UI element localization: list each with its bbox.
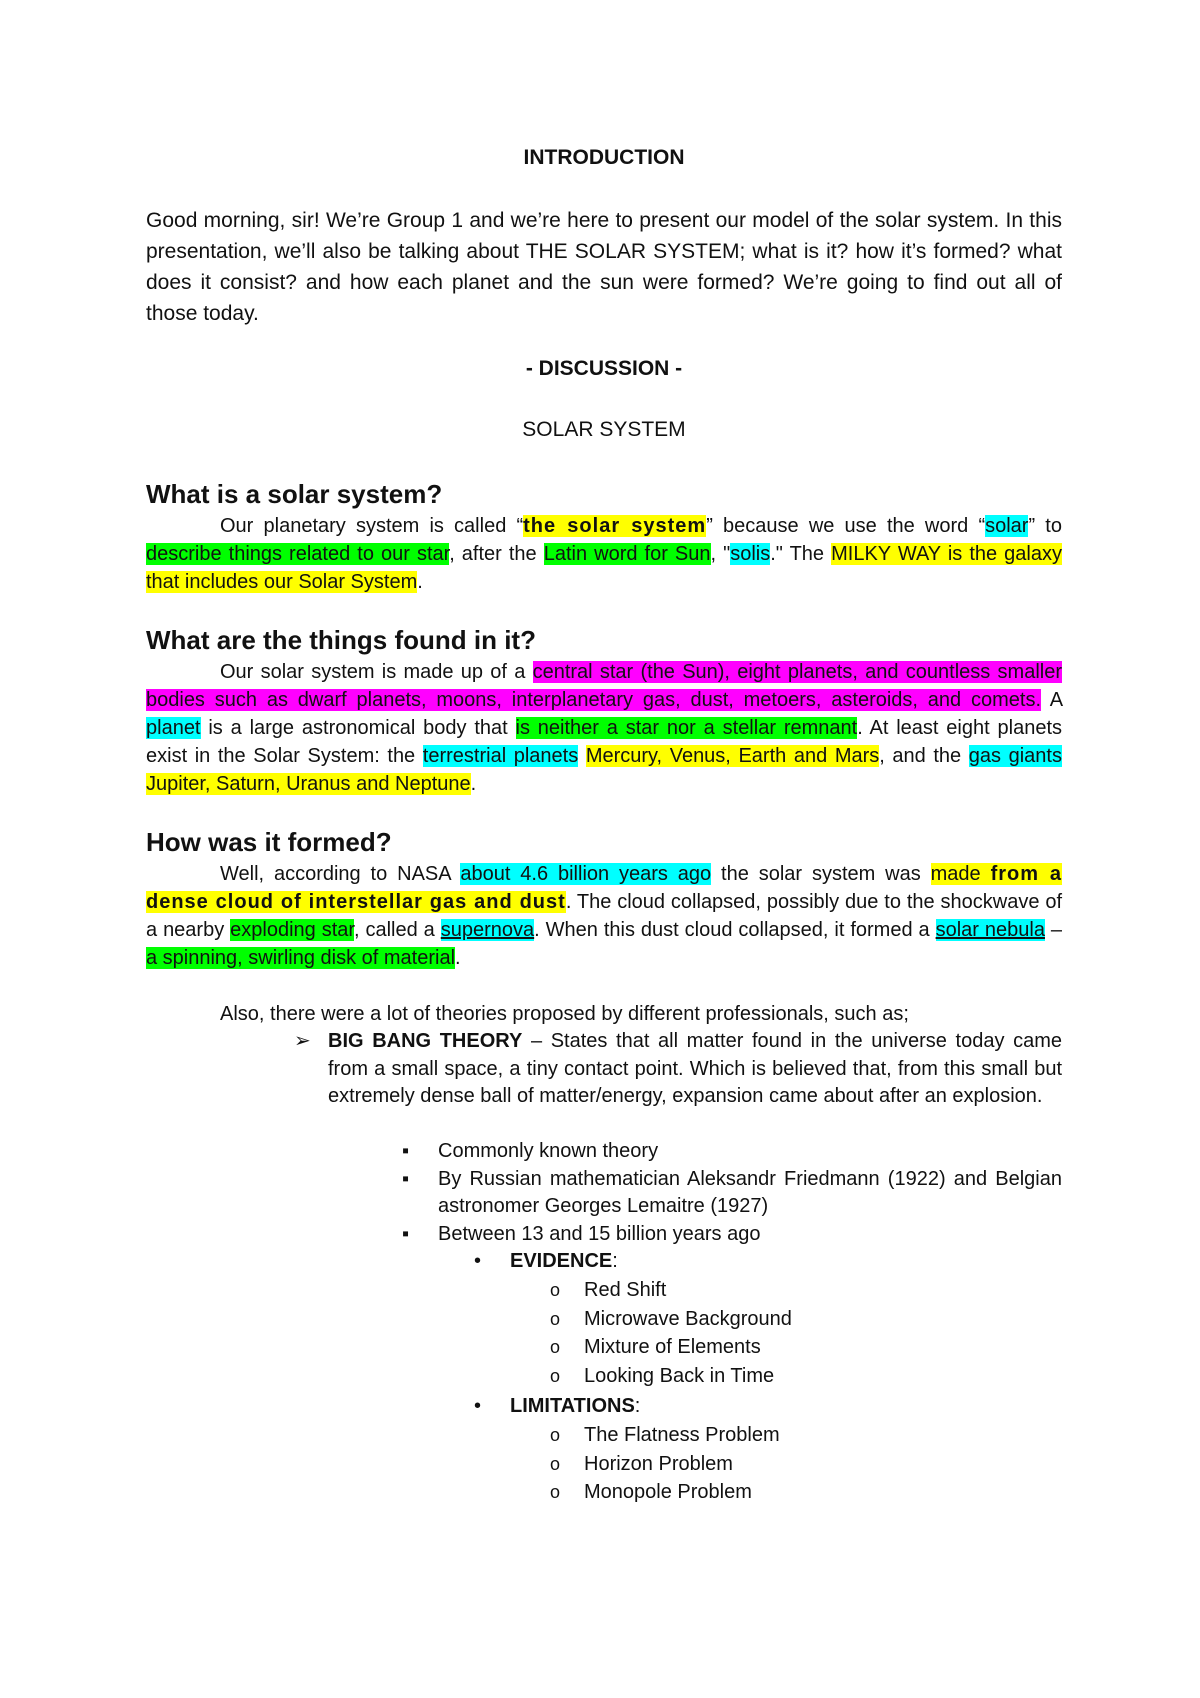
circle-bullet-icon: o — [550, 1280, 561, 1300]
circle-bullet-icon: o — [550, 1365, 561, 1386]
limitations-list — [550, 1421, 1024, 1507]
big-bang-theory-item — [294, 1028, 1062, 1111]
limitations-item: • LIMITATIONS: — [510, 1393, 1010, 1421]
circle-bullet-icon: o — [550, 1337, 561, 1357]
question-heading: How was it formed? — [146, 827, 392, 857]
things-found-section — [146, 624, 1062, 798]
list-item: ▪ Commonly known theory — [438, 1138, 1062, 1166]
question-heading: What are the things found in it? — [146, 625, 536, 655]
list-item: o Mixture of Elements — [584, 1333, 1024, 1362]
list-item: o The Flatness Problem — [584, 1421, 1024, 1450]
question-heading: What is a solar system? — [146, 479, 443, 509]
circle-bullet-icon: o — [550, 1308, 561, 1329]
theories-intro: Also, there were a lot of theories proposed by different professionals, such as; — [220, 1003, 909, 1025]
paragraph: Our planetary system is called “the solar system” because we use the word “solar” to describe things related to our star, after the Latin word for Sun, "solis." The MILKY WAY is the galaxy that includes our Solar System. — [146, 515, 1062, 593]
evidence-label: EVIDENCE — [510, 1250, 613, 1272]
paragraph: Well, according to NASA about 4.6 billion years ago the solar system was made from a dense cloud of interstellar gas and dust. The cloud collapsed, possibly due to the shockwave of a nearby exploding star, called a supernova. When this dust cloud collapsed, it formed a solar nebula – a spinning, swirling disk of material. — [146, 863, 1063, 969]
big-bang-facts — [402, 1138, 1062, 1248]
arrow-bullet-icon: ➢ — [294, 1030, 311, 1052]
big-bang-text: BIG BANG THEORY – States that all matter found in the universe today came from a small space, a tiny contact point. Which is believed that, from this small but extremely dense ball of matter/energy, expansion came about after an explosion. — [328, 1030, 1062, 1107]
circle-bullet-icon: o — [550, 1425, 561, 1445]
square-bullet-icon: ▪ — [402, 1140, 410, 1162]
square-bullet-icon: ▪ — [402, 1167, 410, 1190]
evidence-item: • EVIDENCE: — [510, 1248, 1010, 1276]
list-item: o Horizon Problem — [584, 1450, 1024, 1479]
section-heading: SOLAR SYSTEM — [522, 418, 686, 441]
list-item: o Microwave Background — [584, 1305, 1024, 1334]
round-bullet-icon: • — [474, 1250, 482, 1272]
list-item: ▪ By Russian mathematician Aleksandr Friedmann (1922) and Belgian astronomer Georges Lemaitre (1927) — [402, 1167, 1062, 1217]
limitations-label: LIMITATIONS — [510, 1395, 635, 1417]
paragraph: Our solar system is made up of a central star (the Sun), eight planets, and countless smaller bodies such as dwarf planets, moons, interplanetary gas, dust, metoers, asteroids, and comets. A planet is a large astronomical body that is neither a star nor a stellar remnant. At least eight planets exist in the Solar System: the terrestrial planets Mercury, Venus, Earth and Mars, and the gas giants Jupiter, Saturn, Uranus and Neptune. — [146, 661, 1062, 795]
circle-bullet-icon: o — [550, 1482, 561, 1502]
square-bullet-icon: ▪ — [402, 1222, 410, 1245]
intro-heading: INTRODUCTION — [523, 146, 685, 169]
list-item: o Monopole Problem — [584, 1478, 1024, 1507]
intro-paragraph: Good morning, sir! We’re Group 1 and we’re here to present our model of the solar system. In this presentation, we’ll also be talking about THE SOLAR SYSTEM; what is it? how it’s formed? what does it consist? and how each planet and the sun were formed? We’re going to find out all of those today. — [146, 209, 1062, 325]
formation-section — [146, 826, 1062, 972]
round-bullet-icon: • — [474, 1395, 482, 1417]
circle-bullet-icon: o — [550, 1453, 561, 1474]
solar-system-section — [146, 478, 1062, 596]
list-item: o Looking Back in Time — [584, 1362, 1024, 1391]
discussion-heading: - DISCUSSION - — [525, 357, 683, 380]
list-item: ▪ Between 13 and 15 billion years ago — [438, 1221, 1062, 1249]
list-item: o Red Shift — [584, 1276, 1024, 1305]
evidence-list — [550, 1276, 1024, 1390]
